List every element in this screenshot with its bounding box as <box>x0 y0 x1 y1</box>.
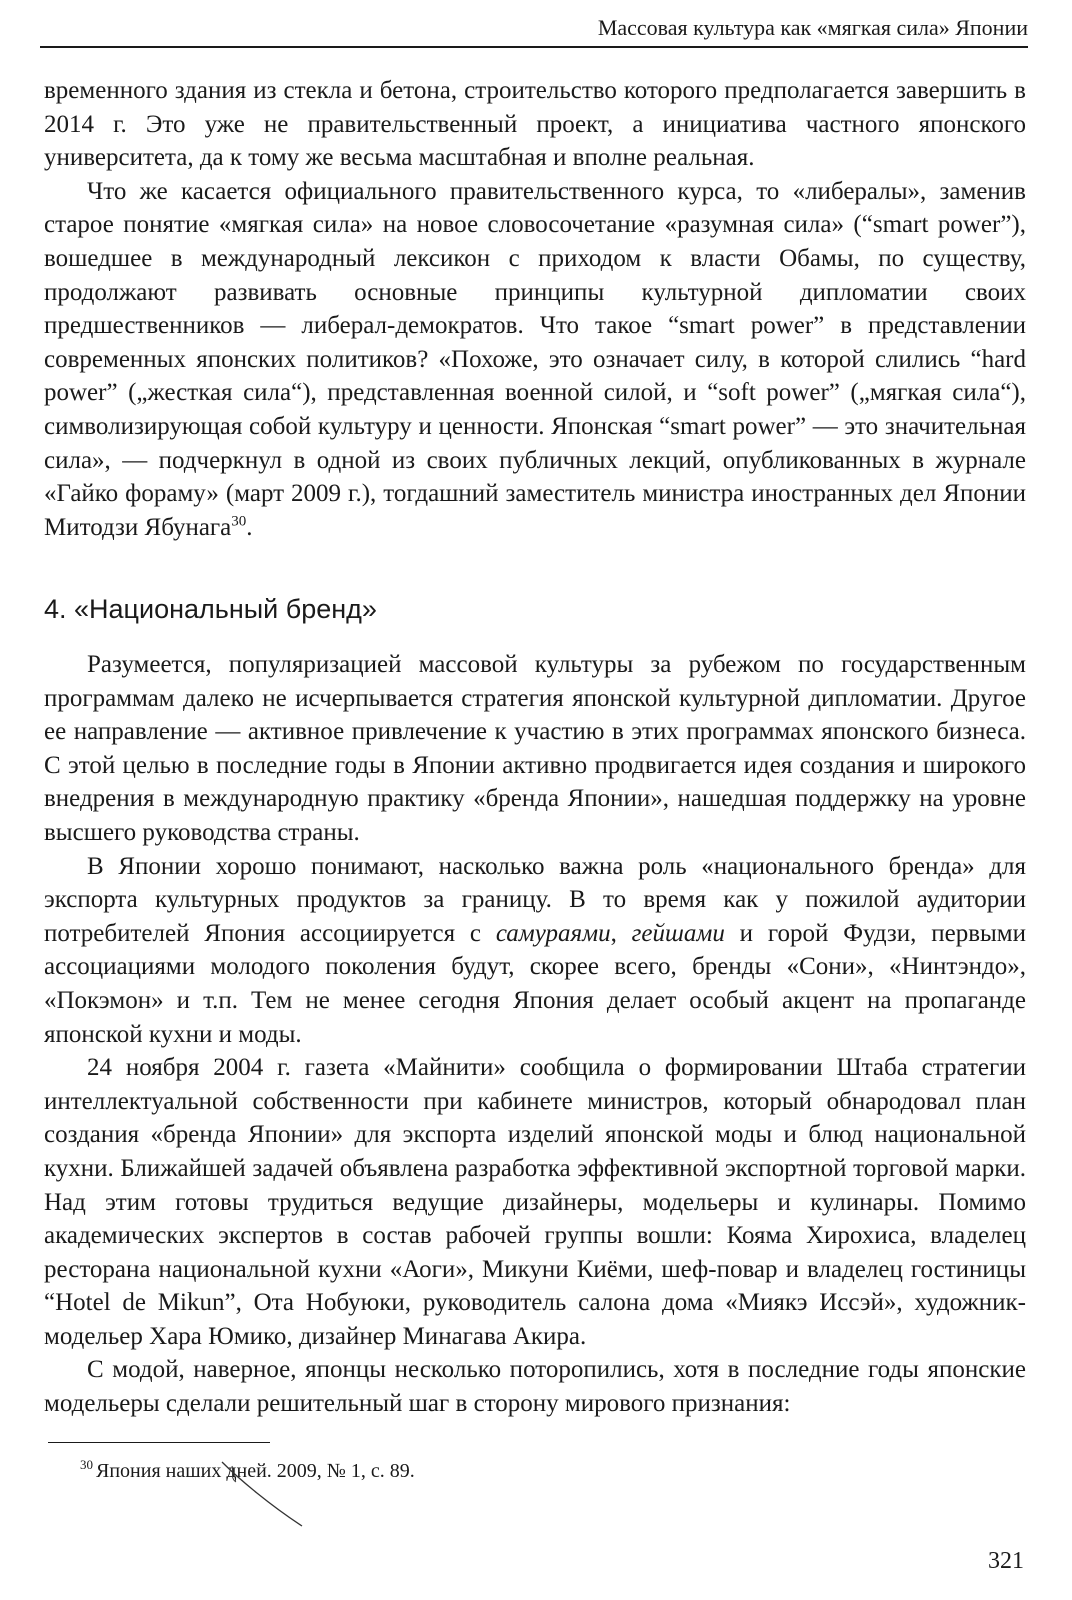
paragraph: 24 ноября 2004 г. газета «Майнити» сообщила о формировании Штаба стратегии интеллектуальной собственности при кабинете министров, который обнародовал план создания «бренда Японии» для экспорта изделий японской моды и блюд национальной кухни. Ближайшей задачей объявлена разработка эффективной экспортной торговой марки. Над этим готовы трудиться ведущие дизайнеры, модельеры и кулинары. Помимо академических экспертов в состав рабочей группы вошли: Кояма Хирохиса, владелец ресторана национальной кухни «Аоги», Микуни Киёми, шеф-повар и владелец гостиницы “Hotel de Mikun”, Ота Нобуюки, руководитель салона дома «Миякэ Иссэй», художник-модельер Хара Юмико, дизайнер Минагава Акира. <box>44 1054 1026 1350</box>
paragraph-text: и горой Фудзи, первыми ассоциациями молодого поколения будут, скорее всего, бренды «Сони», «Нинтэндо», «Покэмон» и т.п. Тем не менее сегодня Япония делает особый акцент на пропаганде японской кухни и моды. <box>44 919 1026 1048</box>
paragraph <box>44 175 1026 545</box>
text-block-main <box>44 648 1026 1421</box>
footnote-text: Япония наших дней. 2009, № 1, с. 89. <box>96 1460 415 1482</box>
paragraph <box>44 850 1026 1052</box>
header-rule <box>40 46 1028 48</box>
emphasis-text: гейшами <box>631 919 725 947</box>
running-header: Массовая культура как «мягкая сила» Японии <box>597 15 1028 40</box>
page-number: 321 <box>988 1548 1024 1574</box>
footnote-number: 30 <box>80 1457 93 1473</box>
paragraph: С модой, наверное, японцы несколько поторопились, хотя в последние годы японские модельеры сделали решительный шаг в сторону мирового признания: <box>44 1356 1026 1418</box>
paragraph: временного здания из стекла и бетона, строительство которого предполагается завершить в 2014 г. Это уже не правительственный проект, а инициатива частного японского университета, да к тому же весьма масштабная и вполне реальная. <box>44 77 1026 172</box>
section-heading: 4. «Национальный бренд» <box>44 594 377 624</box>
pen-stroke-mark <box>220 1460 310 1530</box>
text-block-top <box>44 74 1026 544</box>
footnote-reference[interactable]: 30 <box>231 513 247 530</box>
paragraph-text: В Японии хорошо понимают, насколько важна роль «национального бренда» для экспорта культурных продуктов за границу. В то время как у пожилой аудитории потребителей Япония ассоциируется с <box>44 852 1026 947</box>
paragraph: Разумеется, популяризацией массовой культуры за рубежом по государственным программам далеко не исчерпывается стратегия японской культурной дипломатии. Другое ее направление — активное привлечение к участию в этих программах японского бизнеса. С этой целью в последние годы в Японии активно продвигается идея создания и широкого внедрения в международную практику «бренда Японии», нашедшая поддержку на уровне высшего руководства страны. <box>44 651 1026 846</box>
footnote-separator <box>48 1442 270 1443</box>
paragraph-text: Что же касается официального правительственного курса, то «либералы», заменив старое понятие «мягкая сила» на новое словосочетание «разумная сила» (“smart power”), вошедшее в международный лексикон с приходом к власти Обамы, по существу, продолжают развивать основные принципы культурной дипломатии своих предшественников — либерал-демократов. Что такое “smart power” в представлении современных японских политиков? «Похоже, это означает силу, в которой слились “hard power” („жесткая сила“), представленная военной силой, и “soft power” („мягкая сила“), символизирующая собой культуру и ценности. Японская “smart power” — это значительная сила», — подчеркнул в одной из своих публичных лекций, опубликованных в журнале «Гайко фораму» (март 2009 г.), тогдашний заместитель министра иностранных дел Японии Митодзи Ябунага <box>44 177 1026 541</box>
paragraph-end: . <box>246 513 253 541</box>
emphasis-text: самураями <box>495 919 611 947</box>
paragraph-text: , <box>610 919 632 947</box>
